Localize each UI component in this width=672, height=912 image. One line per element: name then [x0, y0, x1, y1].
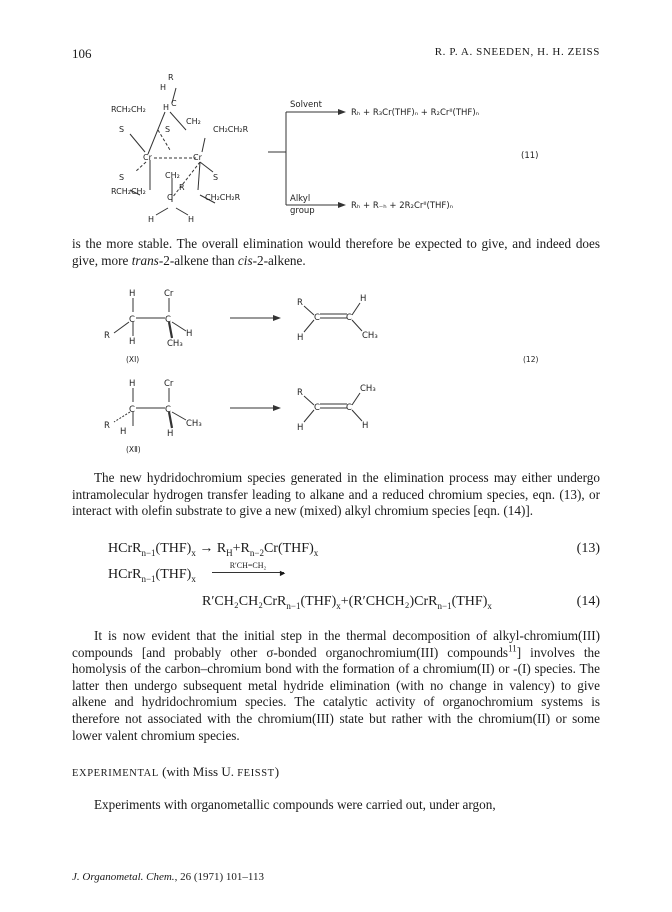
label-cr1: Cr — [143, 153, 152, 162]
vii-ch3: CH₃ — [186, 419, 202, 429]
equation-14-arrow: R′CH=CH₂ ► — [212, 561, 284, 574]
arrow-head-vi — [273, 315, 281, 321]
scheme-11-text — [290, 100, 538, 216]
arrow-head-solvent — [338, 109, 346, 115]
p2-r: R — [297, 388, 303, 398]
arrow-head-vii — [273, 405, 281, 411]
vii-h3: H — [167, 429, 174, 439]
scheme-12-structures — [114, 298, 362, 428]
label-ch2ch2r-top: CH₂CH₂R — [213, 125, 249, 134]
label-r-bottom: H — [148, 215, 155, 224]
vii-cr: Cr — [164, 379, 174, 389]
label-s1: S — [119, 125, 125, 134]
section-heading-experimental: EXPERIMENTAL (with Miss U. FEISST) — [72, 764, 280, 779]
p2-c1: C — [314, 403, 320, 413]
paragraph-stability: is the more stable. The overall elimination would therefore be expected to give, and indeed does give, more trans-2-alkene than cis-2-alkene. — [72, 236, 600, 268]
scheme-11-labels — [111, 73, 249, 224]
vi-h3: H — [186, 329, 193, 339]
label-h2: H — [163, 103, 170, 112]
label-s2: S — [165, 125, 171, 134]
alkyl-label-2: group — [290, 206, 315, 216]
vii-c2: C — [165, 405, 171, 415]
p2-h: H — [297, 423, 304, 433]
label-cr2: Cr — [193, 153, 202, 162]
paragraph-conclusion: It is now evident that the initial step in the thermal decomposition of alkyl-chromium(III) compounds [and probably other σ-bonded organochromium(III) compounds$^{11}$] involves the homolysis of the carbon–chromium bond with the formation of a chromium(II) or -(I) species. The latter then undergo subsequent metal hydride elimination (with no change in valency) to give alkene and hydridochromium species. The catalytic activity of organochromium systems is therefore not associated with the chromium(III) state but rather with the chromium(II) or some lower valent chromium species. — [72, 628, 600, 743]
p1-h2: H — [297, 333, 304, 343]
label-s4: S — [213, 173, 219, 182]
label-c-top: C — [171, 99, 177, 108]
equation-13: $HCrR_{n-1}(THF)_x \to R_H+R_{n-2}Cr(THF)_x$ — [108, 541, 319, 558]
equation-11-number: (11) — [521, 151, 539, 161]
vii-h: H — [129, 379, 136, 389]
label-c-bottom: C — [167, 193, 173, 202]
label-h4: H — [188, 215, 195, 224]
vi-ch3: CH₃ — [167, 339, 183, 349]
vi-h: H — [129, 289, 136, 299]
equation-14-rhs: $R'CH_2CH_2CrR_{n-1}(THF)_x+(R'CHCH_2)CrR_{n-1}(THF)_x$ — [202, 594, 492, 611]
p2-ch3: CH₃ — [360, 384, 376, 394]
solvent-label: Solvent — [290, 100, 322, 110]
label-ch2ch2r-bottom: CH₂CH₂R — [205, 193, 241, 202]
label-rch2ch2: RCH₂CH₂ — [111, 105, 146, 114]
equation-12-number: (12) — [523, 355, 539, 364]
p1-c2: C — [346, 313, 352, 323]
label-ch2-mid: CH₂ — [165, 171, 180, 180]
vii-h2: H — [120, 427, 127, 437]
label-h3: R — [179, 183, 185, 192]
vi-cr: Cr — [164, 289, 174, 299]
equation-13-number: (13) — [576, 541, 600, 556]
vii-c1: C — [129, 405, 135, 415]
label-vi: (ⅩⅠ) — [126, 355, 140, 364]
paragraph-experimental: Experiments with organometallic compounds were carried out, under argon, — [94, 797, 496, 812]
label-r: R — [168, 73, 174, 82]
running-head-authors: R. P. A. SNEEDEN, H. H. ZEISS — [434, 46, 600, 58]
label-h: H — [160, 83, 167, 92]
arrow-head-alkyl — [338, 202, 346, 208]
p1-r: R — [297, 298, 303, 308]
p1-ch3: CH₃ — [362, 331, 378, 341]
p2-h2: H — [362, 421, 369, 431]
alkyl-products: Rₕ + R₋ₕ + 2R₂Crᴵᴵ(THF)ₙ — [351, 201, 454, 211]
journal-footer: J. Organometal. Chem., 26 (1971) 101–113 — [72, 871, 264, 883]
label-rch2ch2-bottom: RCH₂CH₂ — [111, 187, 146, 196]
p2-c2: C — [346, 403, 352, 413]
paragraph-hydridochromium: The new hydridochromium species generated in the elimination process may either undergo intramolecular hydrogen transfer leading to alkane and a reduced chromium species, eqn. (13), or interact with olefin substrate to give a new (mixed) alkyl chromium species [eqn. (14)]. — [72, 470, 600, 519]
p1-c1: C — [314, 313, 320, 323]
label-vii: (ⅩⅡ) — [126, 445, 141, 454]
label-ch2-top: CH₂ — [186, 117, 201, 126]
vi-h2: H — [129, 337, 136, 347]
alkyl-label-1: Alkyl — [290, 194, 311, 204]
label-s3: S — [119, 173, 125, 182]
solvent-products: Rₕ + R₃Cr(THF)ₙ + R₂Crᴵᴵ(THF)ₙ — [351, 108, 480, 118]
equation-14-lhs: $HCrR_{n-1}(THF)_x$ — [108, 567, 196, 584]
vi-r: R — [104, 331, 110, 341]
p1-h: H — [360, 294, 367, 304]
page-number: 106 — [72, 46, 92, 61]
vi-c2: C — [165, 315, 171, 325]
vii-r: R — [104, 421, 110, 431]
vi-c1: C — [129, 315, 135, 325]
equation-14-number: (14) — [576, 594, 600, 609]
